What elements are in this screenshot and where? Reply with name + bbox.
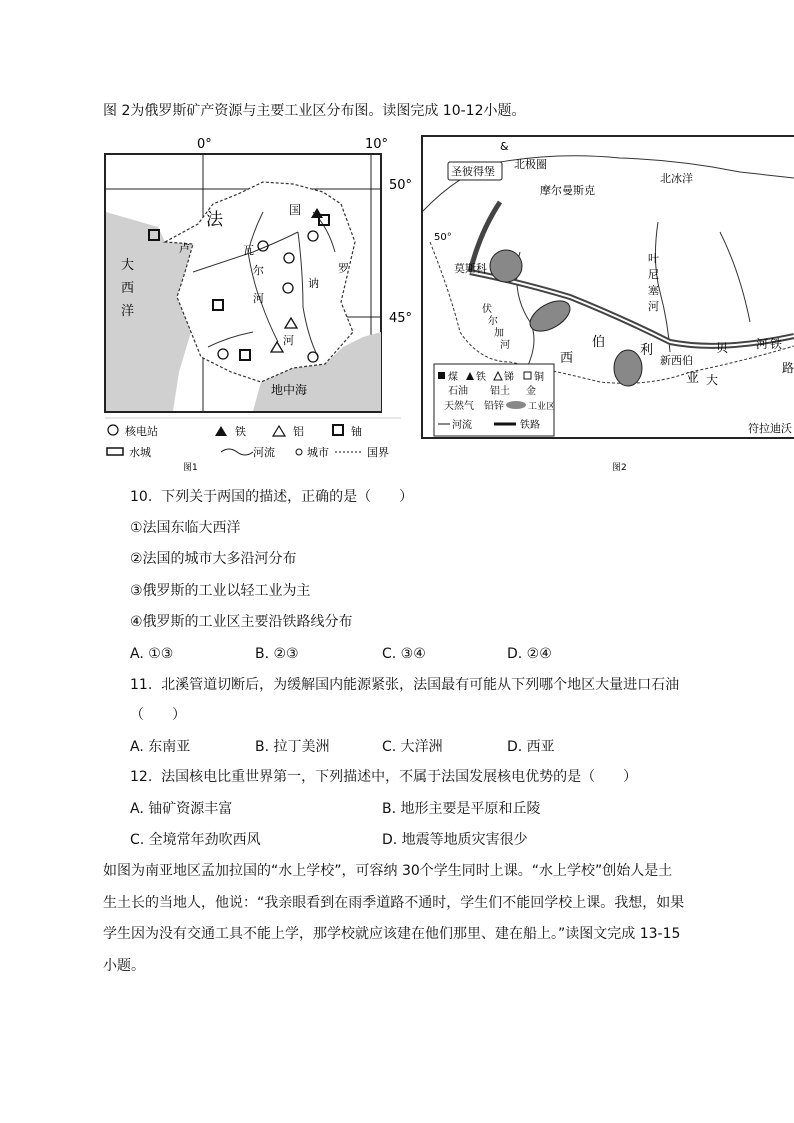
passage-line-4: 小题。 [103, 958, 145, 974]
moscow-industry [490, 250, 522, 282]
legend1-border: 国界 [367, 446, 389, 459]
legend2-copper: 铜 [534, 372, 544, 383]
passage-line-2: 生土长的当地人，他说：“我亲眼看到在雨季道路不通时，学生们不能回学校上课。我想，如果 [103, 895, 685, 911]
loire-label-3: 尔 [253, 264, 264, 277]
ocean-label-2: 西 [121, 281, 135, 296]
map1-caption: 图1 [183, 463, 198, 472]
label-siberia-3: 利 [640, 343, 654, 358]
legend2-aluminum: 铝土 [490, 386, 510, 397]
label-ampersand: & [500, 140, 509, 153]
russia-map [420, 132, 794, 476]
q12-stem [130, 768, 637, 786]
loire-label-4: 河 [253, 292, 264, 305]
france-map [103, 132, 413, 472]
legend2-oil: 石油 [448, 386, 468, 397]
label-yenisei-2: 尼 [648, 268, 659, 281]
label-siberia-2: 伯 [592, 335, 606, 350]
label-moscow: 莫斯科 [454, 262, 487, 275]
q11-option-d[interactable]: D. 西亚 [507, 739, 555, 755]
label-yenisei-1: 叶 [648, 252, 659, 265]
q10-text: 下列关于两国的描述，正确的是（ ） [161, 489, 414, 505]
label-yenisei-3: 塞 [648, 284, 659, 297]
legend2-gold: 金 [526, 386, 536, 397]
lon0-label: 0° [197, 137, 212, 152]
q12-option-b[interactable]: B. 地形主要是平原和丘陵 [382, 801, 541, 817]
legend2-railway: 铁路 [520, 420, 540, 431]
legend1-uranium: 铀 [351, 425, 362, 438]
q11-stem [130, 676, 679, 694]
legend1-river: 河流 [253, 446, 275, 459]
label-vladivostok: 符拉迪沃 [748, 422, 792, 435]
label-siberia-1: 西 [560, 351, 574, 366]
q11-text: 北溪管道切断后，为缓解国内能源紧张，法国最有可能从下列哪个地区大量进口石油 [161, 677, 680, 693]
label-baikal: 贝 [716, 341, 729, 355]
label-rail-1: 铁 [770, 337, 783, 351]
label-petersburg: 圣彼得堡 [451, 165, 495, 178]
label-murmansk: 摩尔曼斯克 [540, 184, 595, 197]
q12-number: 12. [130, 769, 153, 785]
map2-caption: 图2 [612, 463, 627, 473]
legend1-citywall: 水城 [129, 446, 151, 459]
legend1-iron: 铁 [235, 425, 246, 438]
ocean-label-1: 大 [121, 258, 135, 273]
label-volga-4: 河 [500, 340, 510, 351]
legend2-tin: 锑 [504, 372, 514, 383]
ocean-label-3: 洋 [121, 304, 135, 319]
legend2-river: 河流 [452, 420, 472, 431]
q10-option-d[interactable]: D. ②④ [507, 646, 552, 662]
q10-option-a[interactable]: A. ①③ [130, 646, 174, 662]
label-volga-3: 加 [494, 328, 504, 339]
label-arctic: 北极圈 [514, 158, 547, 171]
label-volga-1: 伏 [482, 304, 492, 315]
label-rail-2: 路 [782, 361, 794, 375]
legend2-industry: 工业区 [528, 402, 556, 412]
q12-option-a[interactable]: A. 铀矿资源丰富 [130, 801, 233, 817]
label-river: 河 [756, 337, 769, 351]
loire-label-1: 卢 [179, 242, 190, 255]
legend1-nuclear: 核电站 [125, 425, 158, 438]
label-da: 大 [706, 373, 719, 387]
country-label-guo: 国 [289, 203, 302, 217]
rhone-label-1: 罗 [338, 262, 349, 275]
q11-option-c[interactable]: C. 大洋洲 [382, 739, 443, 755]
siberia-industry [614, 350, 642, 386]
lon10-label: 10° [365, 137, 389, 152]
legend2-coal: 煤 [448, 372, 458, 383]
q11-option-b[interactable]: B. 拉丁美洲 [255, 739, 330, 755]
q12-option-c[interactable]: C. 全境常年劲吹西风 [130, 832, 261, 848]
rhone-label-3: 河 [283, 334, 294, 347]
legend2-leadzinc: 铅锌 [484, 401, 504, 412]
label-volga-2: 尔 [488, 316, 498, 327]
q10-option-b[interactable]: B. ②③ [255, 646, 299, 662]
q10-stem [130, 488, 413, 506]
loire-label-2: 瓦 [243, 244, 254, 257]
q10-number: 10. [130, 489, 153, 505]
legend1-city: 城市 [307, 446, 329, 459]
intro-text: 图 2为俄罗斯矿产资源与主要工业区分布图。读图完成 10-12小题。 [103, 103, 526, 119]
q10-item-2: ②法国的城市大多沿河分布 [130, 551, 297, 567]
passage-line-3: 学生因为没有交通工具不能上学，那学校就应该建在他们那里、建在船上。”读图文完成 13-15 [103, 926, 681, 942]
q10-item-3: ③俄罗斯的工业以轻工业为主 [130, 583, 311, 599]
label-lat50: 50° [434, 232, 452, 243]
q11-bracket: （ ） [130, 707, 186, 723]
med-label: 地中海 [271, 383, 308, 397]
q10-option-c[interactable]: C. ③④ [382, 646, 426, 662]
rhone-label-2: 讷 [308, 277, 319, 290]
label-siberia-4: 亚 [686, 371, 700, 386]
lat45-label: 45° [389, 311, 413, 326]
q10-item-4: ④俄罗斯的工业区主要沿铁路线分布 [130, 614, 353, 630]
q11-number: 11. [130, 677, 153, 693]
label-yenisei-4: 河 [648, 300, 659, 313]
legend2-gas: 天然气 [444, 401, 474, 412]
legend2-iron: 铁 [476, 372, 486, 383]
passage-line-1: 如图为南亚地区孟加拉国的“水上学校”，可容纳 30个学生同时上课。“水上学校”创始人是土 [103, 863, 673, 879]
legend1-aluminum: 铝 [293, 425, 304, 438]
q10-item-1: ①法国东临大西洋 [130, 520, 241, 536]
lat50-label: 50° [389, 178, 413, 193]
q12-option-d[interactable]: D. 地震等地质灾害很少 [382, 832, 528, 848]
country-label-fa: 法 [206, 210, 223, 230]
q12-text: 法国核电比重世界第一，下列描述中，不属于法国发展核电优势的是（ ） [161, 769, 638, 785]
q11-option-a[interactable]: A. 东南亚 [130, 739, 191, 755]
label-novosibirsk: 新西伯 [660, 354, 693, 367]
label-arctic-ocean: 北冰洋 [660, 172, 693, 185]
